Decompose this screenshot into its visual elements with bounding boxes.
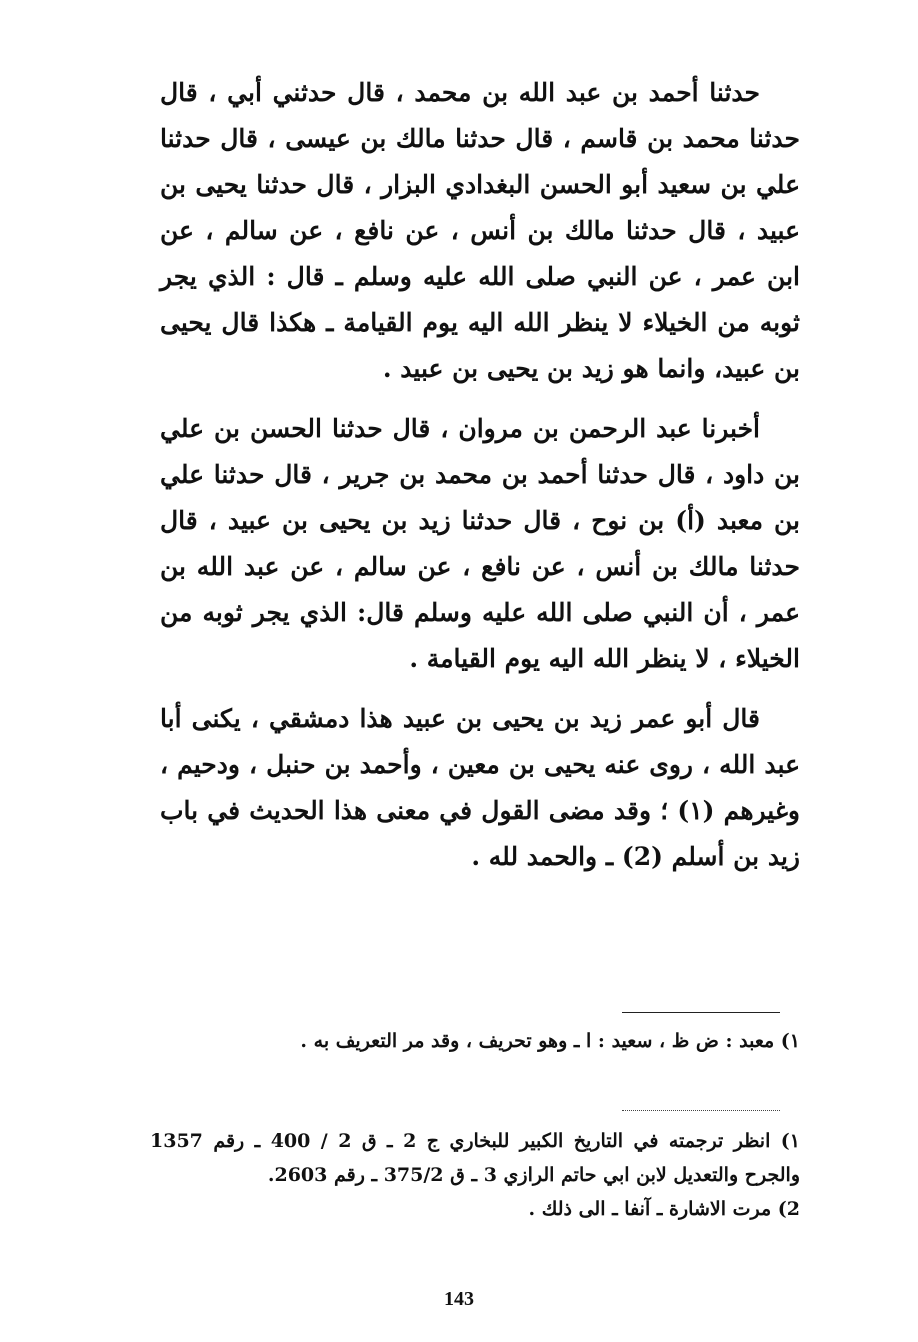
source-footnote-1: ١) انظر ترجمته في التاريخ الكبير للبخاري ج 2 ـ ق 2 / 400 ـ رقم 1357 والجرح والتعديل لابن ابي حاتم الرازي 3 ـ ق 375/2 ـ رقم 2603. <box>150 1130 801 1186</box>
paragraph-1: حدثنا أحمد بن عبد الله بن محمد ، قال حدثني أبي ، قال حدثنا محمد بن قاسم ، قال حدثنا مالك بن عيسى ، قال حدثنا علي بن سعيد أبو الحسن البغدادي البزار ، قال حدثنا يحيى بن عبيد ، قال حدثنا مالك بن أنس ، عن نافع ، عن سالم ، عن ابن عمر ، عن النبي صلى الله عليه وسلم ـ قال : الذي يجر ثوبه من الخيلاء لا ينظر الله اليه يوم القيامة ـ هكذا قال يحيى بن عبيد، وانما هو زيد بن يحيى بن عبيد . <box>160 78 800 383</box>
variant-footnotes <box>150 1024 800 1058</box>
source-footnotes <box>150 1124 800 1226</box>
footnote-separator-2 <box>622 1110 780 1111</box>
page-number: 143 <box>444 1288 474 1310</box>
variant-footnote-1: ١) معبد : ض ظ ، سعيد : ا ـ وهو تحريف ، وقد مر التعريف به . <box>300 1030 800 1052</box>
footnote-separator-1 <box>622 1012 780 1013</box>
paragraph-3: قال أبو عمر زيد بن يحيى بن عبيد هذا دمشقي ، يكنى أبا عبد الله ، روى عنه يحيى بن معين ، وأحمد بن حنبل ، ودحيم ، وغيرهم (١) ؛ وقد مضى القول في معنى هذا الحديث في باب زيد بن أسلم (2) ـ والحمد لله . <box>160 704 800 871</box>
main-text <box>160 70 800 894</box>
paragraph-2: أخبرنا عبد الرحمن بن مروان ، قال حدثنا الحسن بن علي بن داود ، قال حدثنا أحمد بن محمد بن جرير ، قال حدثنا علي بن معبد (أ) بن نوح ، قال حدثنا زيد بن يحيى بن عبيد ، قال حدثنا مالك بن أنس ، عن نافع ، عن سالم ، عن عبد الله بن عمر ، أن النبي صلى الله عليه وسلم قال: الذي يجر ثوبه من الخيلاء ، لا ينظر الله اليه يوم القيامة . <box>160 414 800 673</box>
source-footnote-2: 2) مرت الاشارة ـ آنفا ـ الى ذلك . <box>528 1198 800 1220</box>
